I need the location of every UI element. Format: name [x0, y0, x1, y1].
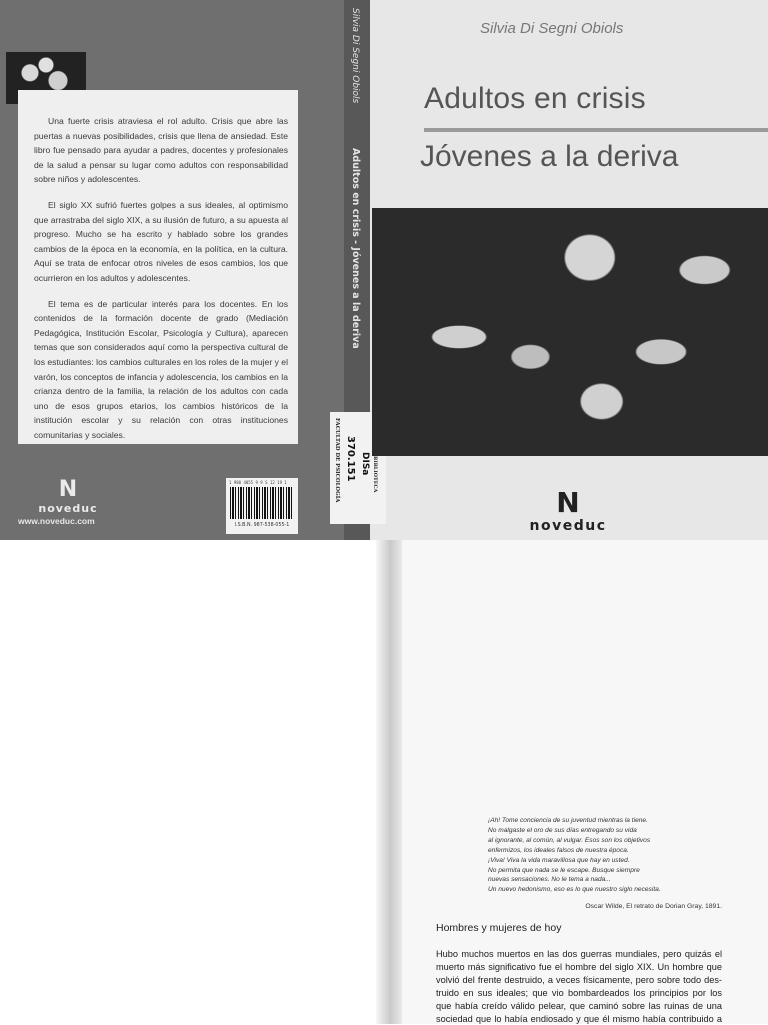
epigraph-line: al ignorante, al común, al vulgar. Esos son los objetivos — [488, 836, 651, 844]
barcode-bars — [230, 487, 294, 519]
library-name: BIBLIOTECA — [372, 456, 378, 493]
blurb-paragraph: El siglo XX sufrió fuertes golpes a sus ideales, al optimismo que arrastraba del siglo XIX, a su ilusión de futuro, a su apuesta al progreso. Mucho se ha escrito y hablado sobre los grandes cambios de la época en la economía, en la política, en la cultura. Aquí se trata de enfocar otros niveles de esos cambios, los que ocurrieron en los adultos y adolescentes. — [34, 199, 288, 283]
logo-name: noveduc — [529, 518, 607, 534]
body-text — [436, 948, 722, 1025]
epigraph-source: Oscar Wilde, El retrato de Dorian Gray, 1891. — [585, 903, 722, 910]
body-line: que había creído válido pelear, que caminó sobre las ruinas de una — [436, 1000, 722, 1011]
isbn-text: I.S.B.N. 987-538-055-1 — [234, 523, 290, 528]
epigraph-line: No permita que nada se le escape. Busque siempre — [488, 866, 640, 874]
front-author: Silvia Di Segni Obiols — [480, 20, 624, 37]
logo-name: noveduc — [38, 502, 98, 515]
spine-author: Silvia Di Segni Obiols — [350, 8, 360, 104]
epigraph-line: enfermizos, los ideales falsos de nuestra época. — [488, 846, 629, 854]
epigraph-line: ¡Ah! Tome conciencia de su juventud mientras la tiene. — [488, 817, 648, 824]
left-blank-page — [0, 540, 382, 1024]
library-call-number: 370.151 — [345, 436, 356, 482]
epigraph-line: No malgaste el oro de sus días entregando su vida — [488, 826, 637, 834]
publisher-url: www.noveduc.com — [18, 516, 95, 526]
book-title-line-2: Jóvenes a la deriva — [420, 140, 679, 173]
barcode — [226, 478, 298, 534]
library-faculty: FACULTAD DE PSICOLOGÍA — [334, 418, 340, 503]
page-gutter — [376, 540, 402, 1024]
blurb-paragraph: El tema es de particular interés para los docentes. En los contenidos de la formación docente de grado (Mediación Pedagógica, Institución Escolar, Psicología y Cultura), aparecen temas que son considerados aquí como la perspectiva cultural de los estudiantes: los cambios culturales en los roles de la mujer y el varón, los conceptos de infancia y adolescencia, los cambios en la crianza dentro de la familia, la relación de los adultos con cada uno de esos grupos etarios, los cambios históricos de la institución escolar y su relación con otras instituciones comunitarias y sociales. — [34, 298, 288, 440]
epigraph-line: ¡Viva! Viva la vida maravillosa que hay en usted. — [488, 856, 630, 864]
library-author-code: DISa — [360, 452, 370, 476]
book-title-line-1: Adultos en crisis — [424, 82, 646, 115]
title-rule — [424, 128, 768, 132]
back-cover-blurb — [18, 90, 298, 444]
spine-title: Adultos en crisis - Jóvenes a la deriva — [350, 148, 361, 349]
blurb-paragraph: Una fuerte crisis atraviesa el rol adulto. Crisis que abre las puertas a nuevas posibilidades, crisis que llena de ansiedad. Este libro fue pensado para ayudar a padres, docentes y profesionales de la salud a pensar su lugar como adultos con responsabilidad sobre niños y adolescentes. — [34, 116, 288, 185]
body-line: muerto más significativo fue el hombre del siglo XIX. Un hombre que — [436, 961, 722, 972]
body-line: truido en sus ideales; que vio bombardeados los principios por los — [436, 987, 722, 998]
body-line: Hubo muchos muertos en las dos guerras mundiales, pero quizás el — [436, 949, 722, 959]
section-heading: Hombres y mujeres de hoy — [436, 922, 562, 934]
epigraph-line: Un nuevo hedonismo, eso es lo que nuestro siglo necesita. — [488, 886, 661, 894]
barcode-top-digits: 1 980 4055 9 9 S 12 19 1 — [229, 480, 287, 485]
epigraph — [488, 816, 724, 895]
front-publisher-logo — [508, 488, 628, 534]
body-line: sociedad que lo había endiosado y que él mismo había contribuido a — [436, 1013, 722, 1024]
body-line: volvió del frente destruido, a veces físicamente, pero sobre todo des- — [436, 974, 722, 985]
front-cover-photo — [372, 208, 768, 456]
back-publisher-logo — [20, 478, 116, 515]
epigraph-line: nuevas sensaciones. No le tema a nada... — [488, 876, 611, 884]
logo-letter: N — [556, 486, 580, 519]
logo-letter: N — [58, 477, 78, 502]
